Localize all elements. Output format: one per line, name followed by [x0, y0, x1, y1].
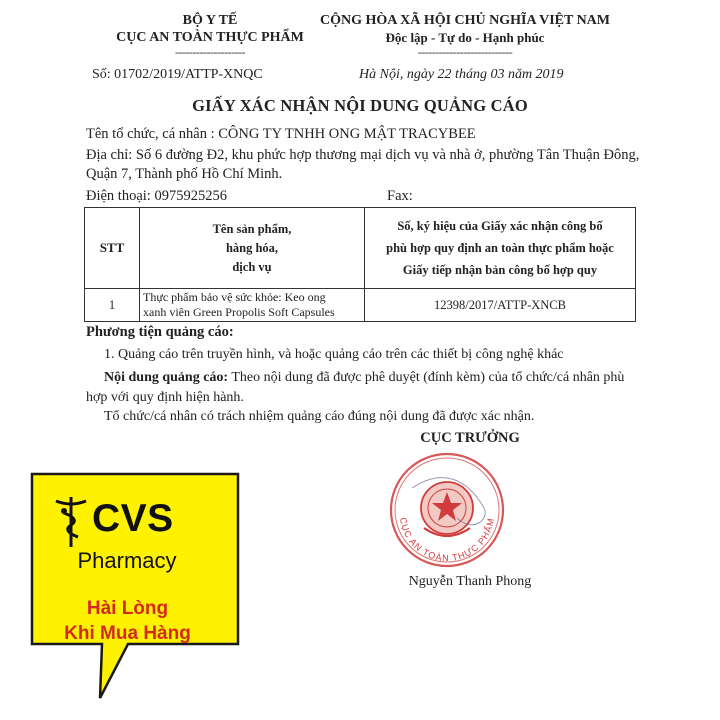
product-table: [84, 207, 636, 322]
content-label: Nội dung quảng cáo:: [104, 370, 229, 385]
nation-motto: Độc lập - Tự do - Hạnh phúc: [385, 30, 545, 45]
row-stt: 1: [85, 289, 140, 322]
address-line: Địa chỉ: Số 6 đường Đ2, khu phức hợp thương mại dịch vụ và nhà ở, phường Tân Thuận Đông, Quận 7, Thành phố Hồ Chí Minh.: [86, 147, 640, 182]
brand-sub: Pharmacy: [77, 548, 177, 573]
header-cert-line3: Giấy tiếp nhận bản công bố hợp quy: [402, 263, 598, 277]
ministry-name: BỘ Y TẾ: [182, 13, 238, 28]
doc-number: Số: 01702/2019/ATTP-XNQC: [92, 67, 263, 82]
header-product-line2: hàng hóa,: [225, 240, 279, 255]
signer-name: Nguyễn Thanh Phong: [408, 574, 532, 589]
header-stt: STT: [85, 208, 140, 289]
seal-text: CỤC AN TOÀN THỰC PHẨM: [398, 516, 496, 564]
fax-line: Fax:: [387, 188, 413, 204]
content-paragraph: [86, 368, 646, 408]
nation-header: [300, 12, 630, 58]
agency-name: CỤC AN TOÀN THỰC PHẨM: [116, 30, 304, 45]
header-cert: [365, 208, 636, 289]
nation-name: CỘNG HÒA XÃ HỘI CHỦ NGHĨA VIỆT NAM: [319, 13, 610, 28]
brand-name: CVS: [92, 497, 174, 540]
media-item: 1. Quảng cáo trên truyền hình, và hoặc quảng cáo trên các thiết bị công nghệ khác: [104, 347, 564, 362]
agency-divider: --------------------: [175, 45, 245, 59]
signer-title: CỤC TRƯỞNG: [420, 430, 520, 446]
nation-divider: ---------------------------: [417, 45, 513, 59]
header-cert-line2: phù hợp quy định an toàn thực phẩm hoặc: [386, 241, 614, 255]
row-product: [140, 289, 365, 322]
table-header-row: [85, 208, 636, 289]
media-title: Phương tiện quảng cáo:: [86, 324, 234, 340]
header-product: [140, 208, 365, 289]
content-text: Theo nội dung đã được phê duyệt (đính kèm) của tổ chức/cá nhân phù hợp với quy định hiện hành.: [86, 370, 625, 405]
doc-date: Hà Nội, ngày 22 tháng 03 năm 2019: [359, 67, 564, 82]
seal-emblem-icon: [372, 448, 522, 578]
header-cert-line1: Số, ký hiệu của Giấy xác nhận công bố: [397, 219, 603, 233]
slogan-line1: Hài Lòng: [86, 598, 169, 619]
slogan-line2: Khi Mua Hàng: [64, 623, 191, 644]
table-row: [85, 289, 636, 322]
row-product-line2: xanh viên Green Propolis Soft Capsules: [143, 305, 335, 319]
header-product-line3: dịch vụ: [232, 259, 272, 274]
document-title: GIẤY XÁC NHẬN NỘI DUNG QUẢNG CÁO: [192, 96, 528, 115]
header-product-line1: Tên sản phẩm,: [212, 221, 292, 236]
responsibility-line: Tổ chức/cá nhân có trách nhiệm quảng cáo đúng nội dung đã được xác nhận.: [104, 409, 535, 424]
caduceus-icon: [50, 493, 92, 549]
phone-line: Điện thoại: 0975925256: [86, 188, 227, 204]
org-line: Tên tổ chức, cá nhân : CÔNG TY TNHH ONG MẬT TRACYBEE: [86, 126, 476, 142]
row-cert: 12398/2017/ATTP-XNCB: [365, 289, 636, 322]
row-product-line1: Thực phẩm bảo vệ sức khỏe: Keo ong: [143, 290, 326, 304]
slogan: [40, 596, 215, 646]
